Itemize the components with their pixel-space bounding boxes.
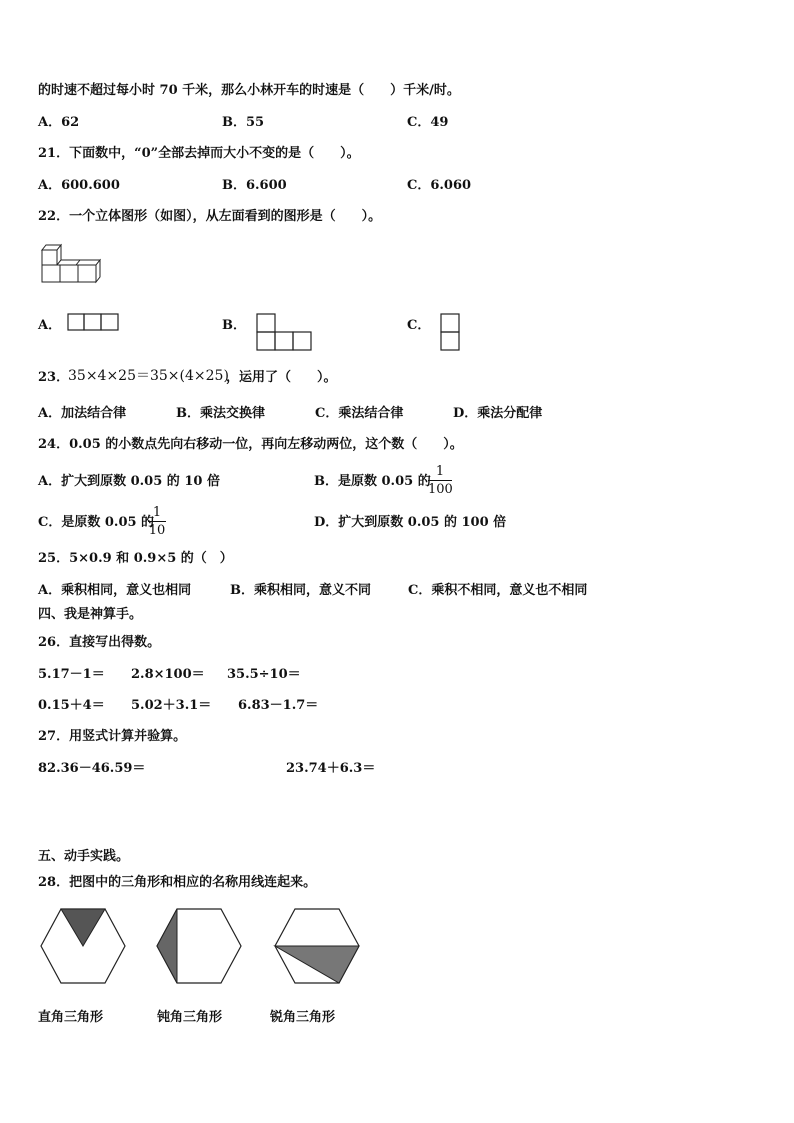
- q22-option-c[interactable]: C．: [407, 318, 431, 333]
- q26-item-3: 35.5÷10＝: [227, 667, 301, 682]
- q20-option-a[interactable]: A．62: [38, 115, 80, 130]
- q23-suffix: ，运用了（ ）。: [226, 370, 337, 385]
- q25-option-b[interactable]: B．乘积相同，意义不同: [230, 583, 371, 598]
- q23-number: 23．: [38, 370, 70, 385]
- q21-option-c[interactable]: C．6.060: [407, 178, 472, 193]
- q23-expression: 35×4×25＝35×(4×25): [68, 368, 229, 384]
- q22-option-b-figure: [256, 313, 312, 351]
- q26-stem: 26．直接写出得数。: [38, 635, 161, 650]
- q25-option-c[interactable]: C．乘积不相同，意义也不相同: [408, 583, 588, 598]
- q24-option-d[interactable]: D．扩大到原数 0.05 的 100 倍: [314, 515, 507, 530]
- q24-option-a[interactable]: A．扩大到原数 0.05 的 10 倍: [38, 474, 220, 489]
- hexagon-right-triangle-figure: [40, 908, 126, 984]
- q26-item-5: 5.02＋3.1＝: [131, 698, 212, 713]
- q23-option-a[interactable]: A．加法结合律: [38, 406, 127, 421]
- q28-stem: 28．把图中的三角形和相应的名称用线连起来。: [38, 875, 317, 890]
- q23-option-b[interactable]: B．乘法交换律: [176, 406, 265, 421]
- fraction-numerator: 1: [435, 464, 445, 479]
- q26-item-6: 6.83－1.7＝: [238, 698, 319, 713]
- q21-stem: 21．下面数中，“0”全部去掉而大小不变的是（ ）。: [38, 146, 360, 161]
- fraction-denominator: 10: [148, 523, 166, 538]
- cube-solid-figure: [40, 244, 102, 284]
- q26-item-2: 2.8×100＝: [131, 667, 205, 682]
- hexagon-obtuse-triangle-figure: [156, 908, 242, 984]
- q28-label-acute-triangle[interactable]: 锐角三角形: [270, 1010, 336, 1025]
- hexagon-acute-triangle-figure: [274, 908, 360, 984]
- q20-option-b[interactable]: B．55: [222, 115, 265, 130]
- q26-item-4: 0.15＋4＝: [38, 698, 105, 713]
- q23-option-c[interactable]: C．乘法结合律: [315, 406, 404, 421]
- q22-option-a[interactable]: A．: [38, 318, 62, 333]
- q24-option-b-fraction: [428, 464, 452, 497]
- q28-label-right-triangle[interactable]: 直角三角形: [38, 1010, 104, 1025]
- section-4-title: 四、我是神算手。: [38, 607, 143, 622]
- q21-option-b[interactable]: B．6.600: [222, 178, 287, 193]
- q27-item-2: 23.74＋6.3＝: [286, 761, 376, 776]
- q26-item-1: 5.17－1＝: [38, 667, 105, 682]
- q21-option-a[interactable]: A．600.600: [38, 178, 120, 193]
- fraction-bar: [428, 480, 452, 481]
- q24-option-b[interactable]: B．是原数 0.05 的: [314, 474, 431, 489]
- fraction-numerator: 1: [152, 505, 162, 520]
- q20-continuation: 的时速不超过每小时 70 千米，那么小林开车的时速是（ ）千米/时。: [38, 83, 460, 98]
- q23-option-d[interactable]: D．乘法分配律: [453, 406, 543, 421]
- section-5-title: 五、动手实践。: [38, 849, 130, 864]
- q22-option-b[interactable]: B．: [222, 318, 246, 333]
- fraction-bar: [148, 521, 166, 522]
- q24-stem: 24．0.05 的小数点先向右移动一位，再向左移动两位，这个数（ ）。: [38, 437, 463, 452]
- q22-option-c-figure: [440, 313, 460, 351]
- q22-stem: 22．一个立体图形（如图），从左面看到的图形是（ ）。: [38, 209, 382, 224]
- q24-option-c-fraction: [148, 505, 166, 538]
- q28-label-obtuse-triangle[interactable]: 钝角三角形: [157, 1010, 223, 1025]
- q22-option-a-figure: [67, 313, 119, 331]
- fraction-denominator: 100: [428, 482, 453, 497]
- q24-option-c[interactable]: C．是原数 0.05 的: [38, 515, 155, 530]
- q25-option-a[interactable]: A．乘积相同，意义也相同: [38, 583, 192, 598]
- q20-option-c[interactable]: C．49: [407, 115, 449, 130]
- q27-item-1: 82.36－46.59＝: [38, 761, 146, 776]
- q25-stem: 25．5×0.9 和 0.9×5 的（ ）: [38, 551, 233, 566]
- q27-stem: 27．用竖式计算并验算。: [38, 729, 187, 744]
